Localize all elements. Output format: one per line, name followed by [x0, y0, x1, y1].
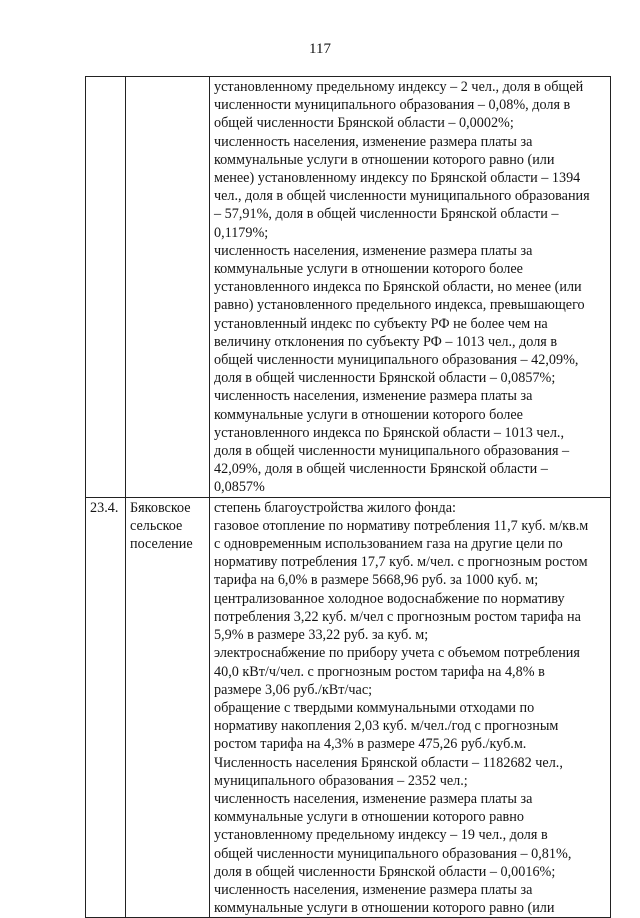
row-number-cell: 23.4. [86, 497, 126, 918]
text-line: централизованное холодное водоснабжение по нормативу [214, 590, 565, 607]
document-table [85, 76, 611, 918]
text-line: – 57,91%, доля в общей численности Брянской области – [214, 206, 559, 223]
row-name-cell [126, 77, 210, 498]
text-line: коммунальные услуги в отношении которого более [214, 261, 523, 278]
text-line: размере 3,06 руб./кВт/час; [214, 681, 373, 698]
text-line: с одновременным использованием газа на другие цели по [214, 536, 563, 553]
text-line: газовое отопление по нормативу потребления 11,7 куб. м/кв.м [214, 517, 589, 534]
text-line: численности муниципального образования – 0,08%, доля в [214, 97, 571, 114]
text-line: коммунальные услуги в отношении которого более [214, 406, 523, 423]
text-line: 0,1179%; [214, 224, 269, 241]
text-line: сельское [130, 517, 183, 534]
text-line: поселение [130, 536, 193, 553]
page-number: 117 [309, 41, 331, 57]
text-line: численность населения, изменение размера платы за [214, 790, 533, 807]
text-line: коммунальные услуги в отношении которого равно (или [214, 900, 555, 917]
row-number-cell [86, 77, 126, 498]
text-line: нормативу накопления 2,03 куб. м/чел./год с прогнозным [214, 718, 559, 735]
text-line: коммунальные услуги в отношении которого равно [214, 809, 524, 826]
text-line: потребления 3,22 куб. м/чел с прогнозным ростом тарифа на [214, 608, 581, 625]
text-line: менее) установленному индексу по Брянской области – 1394 [214, 170, 581, 187]
text-line: коммунальные услуги в отношении которого равно (или [214, 151, 555, 168]
text-line: установленного индекса по Брянской области, но менее (или [214, 279, 582, 296]
text-line: 42,09%, доля в общей численности Брянской области – [214, 461, 548, 478]
text-line: доля в общей численности муниципального образования – [214, 443, 570, 460]
text-line: установленному предельному индексу – 2 чел., доля в общей [214, 79, 584, 95]
row-text-cell [210, 77, 611, 498]
text-line: общей численности Брянской области – 0,0002%; [214, 115, 514, 132]
text-line: численность населения, изменение размера платы за [214, 388, 533, 405]
text-line: 5,9% в размере 33,22 руб. за куб. м; [214, 627, 429, 644]
row-text-cell [210, 497, 611, 918]
table-row [86, 77, 611, 498]
text-line: нормативу потребления 17,7 куб. м/чел. с прогнозным ростом [214, 554, 588, 571]
text-line: 0,0857% [214, 479, 265, 496]
text-line: 40,0 кВт/ч/чел. с прогнозным ростом тарифа на 4,8% в [214, 663, 545, 680]
text-line: доля в общей численности Брянской области – 0,0016%; [214, 863, 556, 880]
text-line: общей численности муниципального образования – 42,09%, [214, 352, 579, 369]
text-line: муниципального образования – 2352 чел.; [214, 772, 468, 789]
table-row [86, 497, 611, 918]
text-line: общей численности муниципального образования – 0,81%, [214, 845, 572, 862]
text-line: чел., доля в общей численности муниципального образования [214, 188, 590, 205]
text-line: численность населения, изменение размера платы за [214, 881, 533, 898]
text-line: Численность населения Брянской области – 1182682 чел., [214, 754, 563, 771]
text-line: ростом тарифа на 4,3% в размере 475,26 руб./куб.м. [214, 736, 527, 753]
text-line: величину отклонения по субъекту РФ – 1013 чел., доля в [214, 333, 558, 350]
text-line: численность населения, изменение размера платы за [214, 133, 533, 150]
text-line: доля в общей численности Брянской области – 0,0857%; [214, 370, 556, 387]
text-line: обращение с твердыми коммунальными отходами по [214, 699, 535, 716]
text-line: равно) установленного предельного индекса, превышающего [214, 297, 585, 314]
row-name-cell [126, 497, 210, 918]
text-line: тарифа на 6,0% в размере 5668,96 руб. за 1000 куб. м; [214, 572, 539, 589]
text-line: численность населения, изменение размера платы за [214, 242, 533, 259]
text-line: степень благоустройства жилого фонда: [214, 499, 456, 516]
text-line: Бяковское [130, 499, 191, 516]
text-line: электроснабжение по прибору учета с объемом потребления [214, 645, 580, 662]
text-line: установленному предельному индексу – 19 чел., доля в [214, 827, 548, 844]
text-line: установленного индекса по Брянской области – 1013 чел., [214, 424, 565, 441]
text-line: установленный индекс по субъекту РФ не более чем на [214, 315, 548, 332]
